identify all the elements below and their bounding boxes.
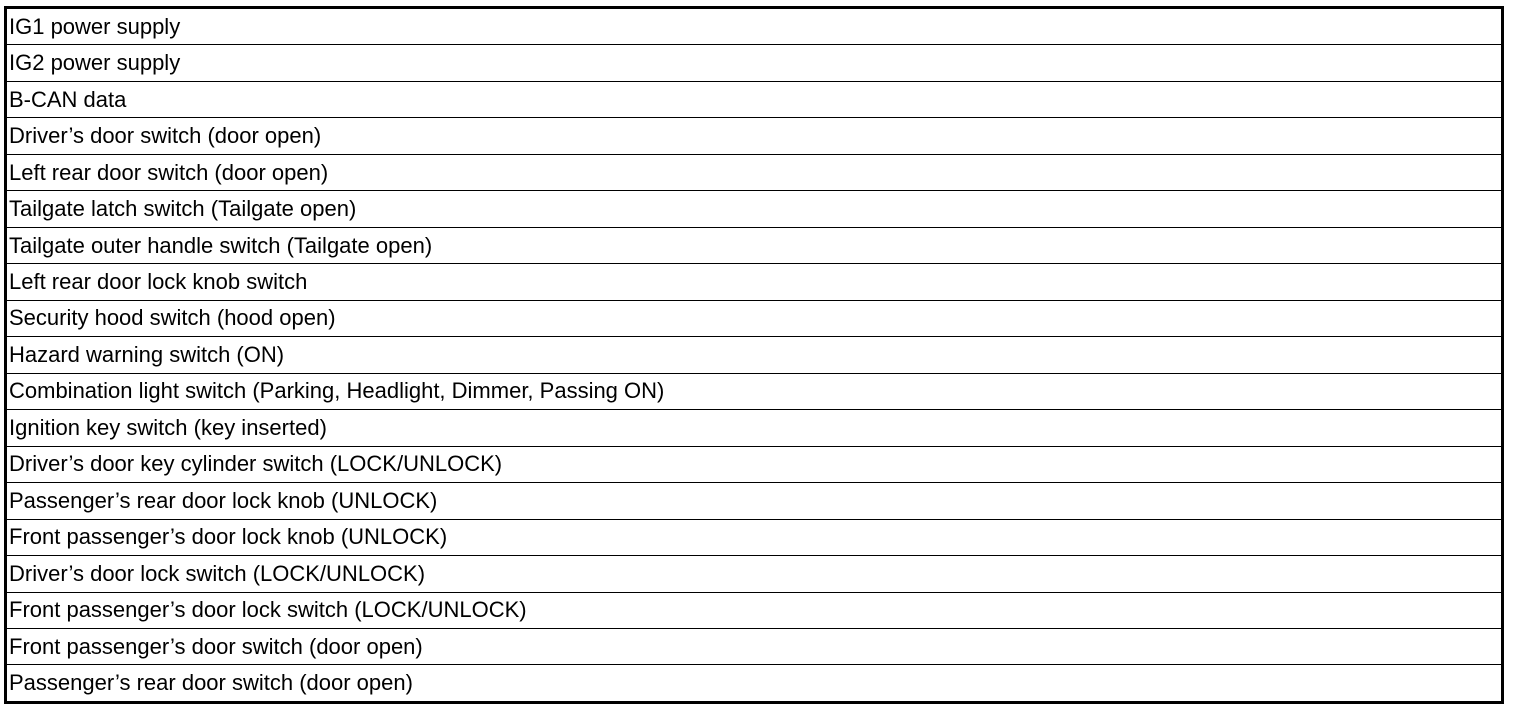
table-row: Front passenger’s door switch (door open): [7, 629, 1501, 665]
table-row: Passenger’s rear door switch (door open): [9, 670, 413, 696]
table-row: Front passenger’s door lock knob (UNLOCK): [7, 520, 1501, 556]
table-row: Hazard warning switch (ON): [7, 337, 1501, 373]
table-row: Passenger’s rear door lock knob (UNLOCK): [7, 483, 1501, 519]
table-row: IG1 power supply: [7, 9, 1501, 45]
table-row: Left rear door switch (door open): [7, 155, 1501, 191]
table-row: Driver’s door switch (door open): [7, 118, 1501, 154]
table-row: Front passenger’s door lock switch (LOCK/UNLOCK): [7, 593, 1501, 629]
table-row: Driver’s door lock switch (LOCK/UNLOCK): [7, 556, 1501, 592]
table-row: Left rear door lock knob switch: [7, 264, 1501, 300]
table-row: Security hood switch (hood open): [7, 301, 1501, 337]
table-row: Tailgate outer handle switch (Tailgate open): [7, 228, 1501, 264]
table-row: Driver’s door key cylinder switch (LOCK/UNLOCK): [7, 447, 1501, 483]
table-row: IG2 power supply: [7, 45, 1501, 81]
input-signal-table: [4, 6, 1504, 704]
table-row: Ignition key switch (key inserted): [7, 410, 1501, 446]
table-row: Tailgate latch switch (Tailgate open): [7, 191, 1501, 227]
table-row: B-CAN data: [7, 82, 1501, 118]
table-row: Combination light switch (Parking, Headlight, Dimmer, Passing ON): [7, 374, 1501, 410]
